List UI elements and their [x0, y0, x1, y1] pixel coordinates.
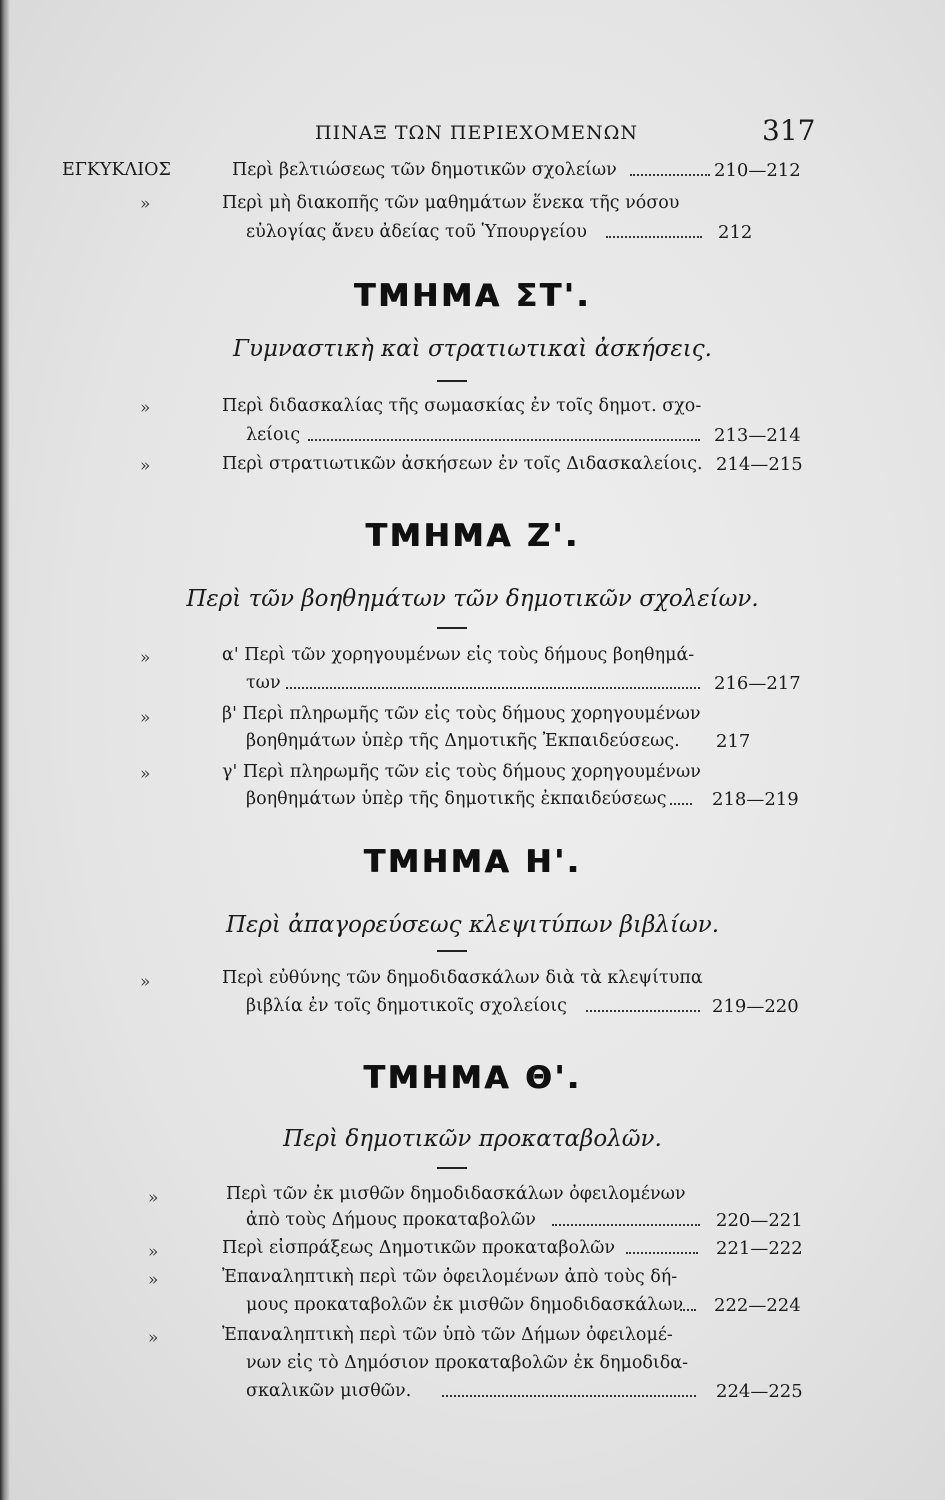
section-heading: ΤΜΗΜΑ Η'. — [363, 844, 582, 880]
entry-text: εὐλογίας ἄνευ ἀδείας τοῦ Ὑπουργείου — [246, 222, 587, 242]
circular-label: ΕΓΚΥΚΛΙΟΣ — [62, 160, 171, 180]
toc-entry — [246, 1381, 808, 1407]
ditto-mark: » — [140, 456, 151, 476]
page-number: 317 — [762, 114, 816, 147]
entry-text: λείοις — [246, 425, 301, 445]
ditto-mark: » — [148, 1188, 159, 1208]
toc-entry — [246, 789, 806, 815]
entry-line: Ἐπαναληπτικὴ περὶ τῶν ὀφειλομένων ἀπὸ τοὺς δή- — [222, 1267, 678, 1287]
entry-line: β' Περὶ πληρωμῆς τῶν εἰς τοὺς δήμους χορηγουμένων — [222, 704, 701, 724]
running-title: ΠΙΝΑΞ ΤΩΝ ΠΕΡΙΕΧΟΜΕΝΩΝ — [315, 122, 638, 144]
ditto-mark: » — [140, 648, 151, 668]
ditto-mark: » — [140, 764, 151, 784]
ditto-mark: » — [140, 398, 151, 418]
entry-pages: 219—220 — [712, 996, 799, 1017]
toc-entry — [222, 454, 812, 480]
ditto-mark: » — [148, 1328, 159, 1348]
dot-leader — [308, 439, 700, 441]
entry-text: βιβλία ἐν τοῖς δημοτικοῖς σχολείοις — [246, 996, 567, 1016]
entry-line: Περὶ διδασκαλίας τῆς σωμασκίας ἐν τοῖς δημοτ. σχο- — [222, 396, 702, 416]
entry-text: βοηθημάτων ὑπὲρ τῆς δημοτικῆς ἐκπαιδεύσεως — [246, 789, 667, 809]
entry-line: νων εἰς τὸ Δημόσιον προκαταβολῶν ἐκ δημοδιδα- — [246, 1353, 689, 1373]
entry-pages: 212 — [718, 222, 753, 243]
section-heading: ΤΜΗΜΑ Θ'. — [363, 1060, 582, 1096]
toc-entry — [246, 996, 806, 1022]
entry-pages: 217 — [716, 731, 751, 752]
toc-entry — [246, 425, 806, 451]
dot-leader — [626, 1252, 698, 1254]
ditto-mark: » — [148, 1270, 159, 1290]
entry-line: γ' Περὶ πληρωμῆς τῶν εἰς τοὺς δήμους χορηγουμένων — [222, 762, 701, 782]
section-subtitle: Γυμναστικὴ καὶ στρατιωτικαὶ ἀσκήσεις. — [233, 336, 712, 362]
entry-text: σκαλικῶν μισθῶν. — [246, 1381, 412, 1401]
toc-entry — [246, 1295, 808, 1321]
entry-pages: 210—212 — [714, 160, 801, 181]
dot-leader — [586, 1010, 700, 1012]
entry-pages: 214—215 — [716, 454, 803, 475]
dot-leader — [606, 236, 702, 238]
toc-entry — [246, 222, 806, 248]
ditto-mark: » — [140, 194, 151, 214]
dot-leader — [286, 687, 700, 689]
entry-line: Περὶ τῶν ἐκ μισθῶν δημοδιδασκάλων ὀφειλομένων — [226, 1184, 686, 1204]
entry-pages: 221—222 — [716, 1238, 803, 1259]
ditto-mark: » — [148, 1242, 159, 1262]
entry-text: Περὶ βελτιώσεως τῶν δημοτικῶν σχολείων — [232, 160, 617, 180]
toc-entry — [246, 1210, 808, 1236]
toc-entry — [222, 1238, 812, 1264]
entry-line: Περὶ εὐθύνης τῶν δημοδιδασκάλων διὰ τὰ κλεψίτυπα — [222, 968, 703, 988]
ditto-mark: » — [140, 972, 151, 992]
toc-entry — [246, 673, 806, 699]
entry-pages: 224—225 — [716, 1381, 803, 1402]
section-heading: ΤΜΗΜΑ Ζ'. — [365, 518, 580, 554]
entry-pages: 213—214 — [714, 425, 801, 446]
dot-leader — [552, 1224, 700, 1226]
entry-pages: 220—221 — [716, 1210, 803, 1231]
entry-pages: 218—219 — [712, 789, 799, 810]
entry-text: Περὶ εἰσπράξεως Δημοτικῶν προκαταβολῶν — [222, 1238, 616, 1258]
entry-text: μους προκαταβολῶν ἐκ μισθῶν δημοδιδασκάλων — [246, 1295, 684, 1315]
entry-text: των — [246, 673, 281, 693]
section-rule — [437, 380, 467, 382]
dot-leader — [630, 174, 710, 176]
entry-line: Περὶ μὴ διακοπῆς τῶν μαθημάτων ἕνεκα τῆς νόσου — [222, 193, 680, 213]
entry-text: βοηθημάτων ὑπὲρ τῆς Δημοτικῆς Ἐκπαιδεύσεως. — [246, 731, 680, 751]
toc-entry — [232, 160, 812, 186]
section-rule — [437, 1167, 467, 1169]
toc-entry — [246, 731, 806, 757]
section-rule — [437, 627, 467, 629]
dot-leader — [680, 1309, 696, 1311]
entry-pages: 216—217 — [714, 673, 801, 694]
section-subtitle: Περὶ ἀπαγορεύσεως κλεψιτύπων βιβλίων. — [225, 912, 720, 938]
entry-pages: 222—224 — [714, 1295, 801, 1316]
entry-line: Ἐπαναληπτικὴ περὶ τῶν ὑπὸ τῶν Δήμων ὀφειλομέ- — [222, 1325, 673, 1345]
section-rule — [437, 950, 467, 952]
section-subtitle: Περὶ τῶν βοηθημάτων τῶν δημοτικῶν σχολείων. — [186, 586, 759, 612]
dot-leader — [442, 1395, 696, 1397]
entry-line: α' Περὶ τῶν χορηγουμένων εἰς τοὺς δήμους βοηθημά- — [222, 645, 695, 665]
section-heading: ΤΜΗΜΑ ΣΤ'. — [353, 278, 592, 314]
entry-text: ἀπὸ τοὺς Δήμους προκαταβολῶν — [246, 1210, 536, 1230]
dot-leader — [670, 803, 692, 805]
ditto-mark: » — [140, 708, 151, 728]
section-subtitle: Περὶ δημοτικῶν προκαταβολῶν. — [283, 1126, 662, 1152]
entry-text: Περὶ στρατιωτικῶν ἀσκήσεων ἐν τοῖς Διδασκαλείοις. — [222, 454, 703, 474]
